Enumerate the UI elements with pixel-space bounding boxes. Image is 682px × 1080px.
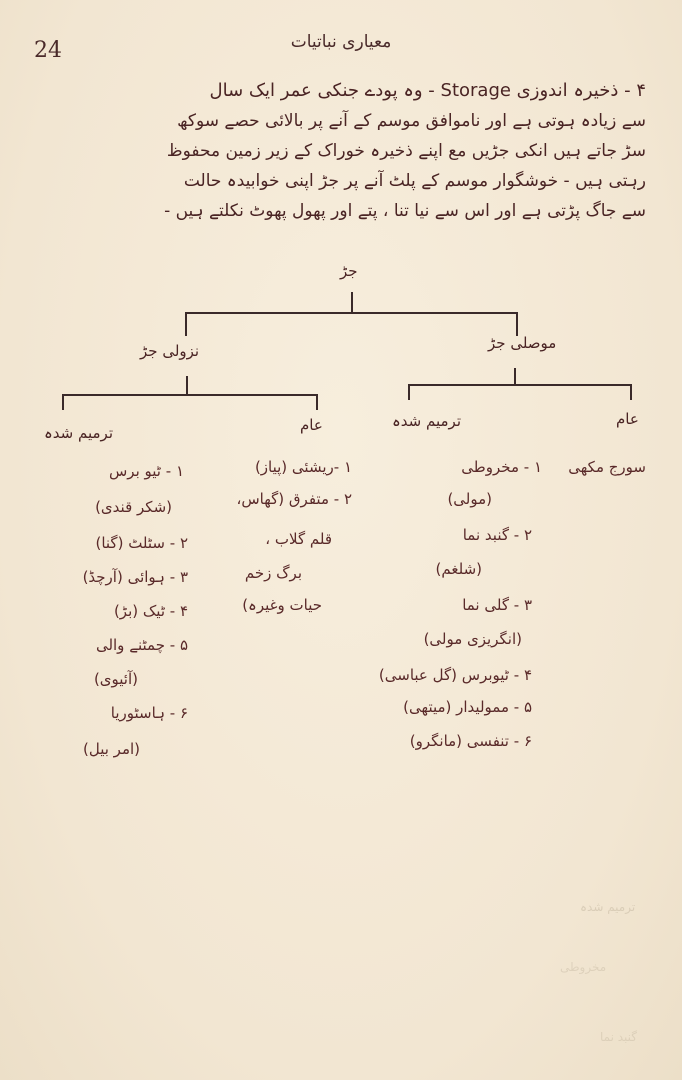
list-item: ۱ -ریشئی (پیاز)	[254, 458, 352, 476]
adv-stem	[186, 376, 188, 394]
list-item: (انگریزی مولی)	[423, 630, 522, 648]
list-item: ۵ - چمٹنے والی	[95, 636, 188, 654]
tap-bar	[408, 384, 632, 386]
bleed-through-text: ترمیم شدہ	[580, 900, 636, 914]
list-item: ۴ - ٹیوبرس (گل عباسی)	[378, 666, 532, 684]
list-item: (امر بیل)	[82, 740, 140, 758]
adv-right-drop	[316, 394, 318, 410]
list-item: ۱ - مخروطی	[461, 458, 542, 476]
tree-top-bar	[185, 312, 518, 314]
tree-right-drop	[516, 312, 518, 336]
adv-left-drop	[62, 394, 64, 410]
bleed-through-text: مخروطی	[560, 960, 607, 974]
adv-bar	[62, 394, 318, 396]
intro-line-4: رہتی ہیں - خوشگوار موسم کے پلٹ آنے پر جڑ اپنی خوابیدہ حالت	[183, 171, 646, 191]
leaf-tap-normal: عام	[616, 410, 639, 428]
list-item: ۲ - سٹلٹ (گنا)	[95, 534, 188, 552]
tap-right-drop	[630, 384, 632, 400]
branch-adventitious-label: نزولی جڑ	[140, 342, 200, 360]
branch-tap-label: موصلی جڑ	[488, 334, 557, 352]
list-item: ۶ - ہاسٹوریا	[110, 704, 188, 722]
leaf-adv-normal: عام	[300, 416, 323, 434]
intro-line-3: سڑ جاتے ہیں انکی جڑیں مع اپنے ذخیرہ خوراک کے زیر زمین محفوظ	[166, 141, 646, 161]
leaf-tap-modified: ترمیم شدہ	[392, 412, 461, 430]
list-item: (آئیوی)	[93, 670, 138, 688]
tap-left-drop	[408, 384, 410, 400]
tree-left-drop	[185, 312, 187, 336]
intro-line-5: سے جاگ پڑتی ہے اور اس سے نیا تنا ، پتے اور پھول پھوٹ نکلتے ہیں -	[164, 201, 646, 221]
list-item: ۶ - تنفسی (مانگرو)	[409, 732, 532, 750]
list-item: ۳ - ہوائی (آرچڈ)	[82, 568, 188, 586]
tree-root-stem	[351, 292, 353, 312]
list-item: ۴ - ٹیک (بڑ)	[113, 602, 188, 620]
list-item: (مولی)	[447, 490, 492, 508]
page-number: 24	[34, 38, 62, 63]
list-item: ۳ - گلی نما	[462, 596, 532, 614]
list-item: ۱ - ٹیو برس	[109, 462, 184, 480]
list-item: (شکر قندی)	[95, 498, 172, 516]
list-item: (شلغم)	[435, 560, 482, 578]
bleed-through-text: گنبد نما	[600, 1030, 638, 1044]
tap-stem	[514, 368, 516, 384]
list-item: حیات وغیرہ)	[242, 596, 322, 614]
running-title: معیاری نباتیات	[290, 32, 392, 52]
list-item: ۵ - ممولیدار (میتھی)	[403, 698, 532, 716]
intro-line-1: ۴ - ذخیرہ اندوزی Storage - وہ پودے جنکی عمر ایک سال	[209, 80, 646, 101]
intro-line-2: سے زیادہ ہوتی ہے اور ناموافق موسم کے آنے پر بالائی حصے سوکھ	[177, 111, 646, 131]
list-item: ۲ - متفرق (گھاس،	[236, 490, 352, 508]
list-item: قلم گلاب ،	[265, 530, 332, 548]
list-item: برگ زخم	[244, 564, 302, 582]
leaf-adv-modified: ترمیم شدہ	[44, 424, 113, 442]
list-item: ۲ - گنبد نما	[462, 526, 532, 544]
tree-root-label: جڑ	[340, 262, 358, 280]
tap-normal-example: سورج مکھی	[568, 458, 646, 476]
